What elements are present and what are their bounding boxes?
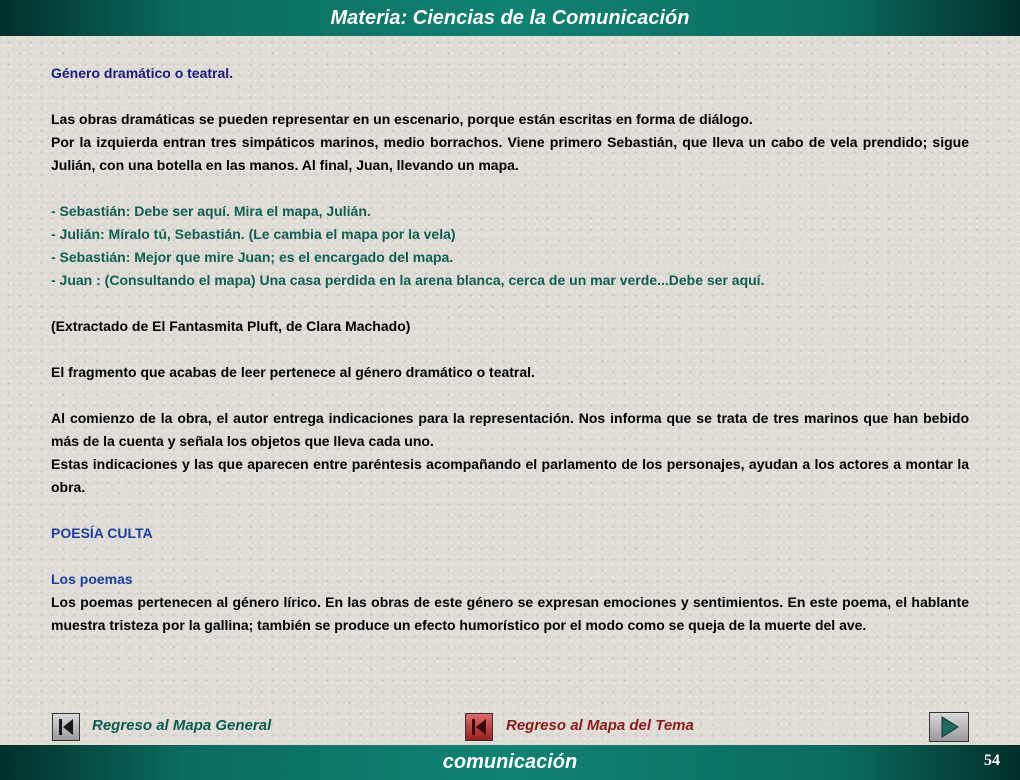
paragraph-indications: Al comienzo de la obra, el autor entrega indicaciones para la representación. Nos informa que se trata de tres marinos que han bebido más de la cuenta y señala los objetos que lleva cada uno. bbox=[51, 410, 969, 449]
skip-back-icon bbox=[466, 714, 492, 740]
skip-back-icon bbox=[53, 714, 79, 740]
back-general-link[interactable]: Regreso al Mapa General bbox=[92, 717, 272, 734]
back-general-button[interactable] bbox=[52, 713, 80, 741]
poetry-heading: POESÍA CULTA bbox=[51, 525, 153, 541]
footer-bar bbox=[0, 745, 1020, 780]
paragraph-parentheses: Estas indicaciones y las que aparecen entre paréntesis acompañando el parlamento de los personajes, ayudan a los actores a montar la obra. bbox=[51, 456, 969, 495]
poems-heading: Los poemas bbox=[51, 571, 133, 587]
next-page-button[interactable] bbox=[929, 712, 969, 742]
back-tema-link[interactable]: Regreso al Mapa del Tema bbox=[506, 717, 694, 734]
dialogue-line: - Sebastián: Debe ser aquí. Mira el mapa, Julián. bbox=[51, 203, 371, 219]
content-area bbox=[51, 62, 969, 637]
paragraph-poems: Los poemas pertenecen al género lírico. En las obras de este género se expresan emociones y sentimientos. En este poema, el hablante muestra tristeza por la gallina; también se produce un efecto humorístico por el modo como se queja de la muerte del ave. bbox=[51, 594, 969, 633]
dialogue-line: - Julián: Míralo tú, Sebastián. (Le cambia el mapa por la vela) bbox=[51, 226, 456, 242]
source-citation: (Extractado de El Fantasmita Pluft, de Clara Machado) bbox=[51, 318, 411, 334]
genre-statement: El fragmento que acabas de leer pertenece al género dramático o teatral. bbox=[51, 364, 535, 380]
dialogue-line: - Sebastián: Mejor que mire Juan; es el encargado del mapa. bbox=[51, 249, 454, 265]
paragraph-scene: Por la izquierda entran tres simpáticos marinos, medio borrachos. Viene primero Sebastián, que lleva un cabo de vela prendido; sigue Julián, con una botella en las manos. Al final, Juan, llevando un mapa. bbox=[51, 134, 969, 173]
footer-label: comunicación bbox=[442, 751, 578, 773]
paragraph-intro: Las obras dramáticas se pueden representar en un escenario, porque están escritas en forma de diálogo. bbox=[51, 111, 753, 127]
dialogue-line: - Juan : (Consultando el mapa) Una casa perdida en la arena blanca, cerca de un mar verde...Debe ser aquí. bbox=[51, 272, 765, 288]
play-forward-icon bbox=[930, 713, 968, 741]
page-title: Materia: Ciencias de la Comunicación bbox=[330, 7, 690, 29]
back-tema-button[interactable] bbox=[465, 713, 493, 741]
header-bar bbox=[0, 0, 1020, 36]
page-number: 54 bbox=[984, 752, 1000, 769]
navigation-bar bbox=[0, 713, 1020, 743]
section-title: Género dramático o teatral. bbox=[51, 65, 234, 81]
